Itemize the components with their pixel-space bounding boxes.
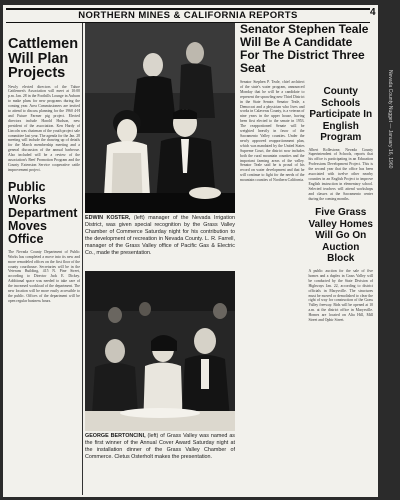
newspaper-page bbox=[3, 5, 378, 497]
cattlemen-headline: Cattlemen Will Plan Projects bbox=[8, 36, 79, 81]
caption-bottom-text: (left) of Grass Valley was named as the first winner of the Annual Cover Award Saturday night at the installation dinner of the Grass Valley Chamber of Commerce. Cletus Osterholt makes the presentation. bbox=[85, 433, 235, 460]
left-column bbox=[8, 23, 80, 497]
right-columns bbox=[240, 23, 373, 497]
senator-teale-body: Senator Stephen P. Teale, chief architect of the state's water program, announced Monday that he will be a candidate to represent the sprawling new Third District in the State Senate. Senator Teale, a Democrat and a physician who lives and works in Calaveras County, is a veteran of nine years in the upper house, having been first elected to the senate in 1953. The reapportioned Senate will be weighted heavily in favor of the Sacramento Valley counties. Under the newly approved reapportionment plan, which was mandated by the United States Supreme Court, the district now includes both the rural mountain counties and the important farming areas of the valley. Senator Teale said he is proud of his record on water development and that he will continue to fight for the needs of the mountain counties of Northern California. bbox=[240, 80, 305, 183]
five-homes-headline: Five Grass Valley Homes Will Go On Auction Block bbox=[308, 207, 373, 265]
public-works-headline: Public Works Department Moves Office bbox=[8, 179, 78, 246]
five-homes-body: A public auction for the sale of five homes and a duplex in Grass Valley will be conducted by the State Division of Highways Jan. 22, according to district officials in Marysville. The structures must be moved or demolished to clear the right of way for construction of the Grass Valley freeway. Bids will be opened at 10 a.m. at the district office in Marysville. Homes are located on Alta Hill, Mill Street and Ophir Street. bbox=[308, 268, 373, 323]
photo-bertoncini-osterholt bbox=[85, 271, 235, 431]
spine-text: Nevada County Nugget — January 16, 1960 bbox=[387, 70, 393, 169]
photo-top-caption bbox=[85, 215, 235, 270]
section-banner: NORTHERN MINES & CALIFORNIA REPORTS bbox=[6, 8, 370, 23]
public-works-article-body: The Nevada County Department of Public Works has completed a move into its new and more remodeled offices on the first floor of the county courthouse. Secretaries will be in the Veterans Building, 415 N. Pine Street, according to Director Jack E. Dickey. Additional space was needed to take care of the increased workload of the department. The new location will be more easily accessible to the public. Offices of the department will be open regular business hours. bbox=[8, 249, 80, 303]
spine-strip bbox=[382, 70, 396, 370]
cattlemen-article-body: Newly elected directors of the Tahoe Cattlemen's Association will meet at 10:00 p.m. Jan. 28 in the Foothills Lounge in Auburn to make plans for new programs during the coming year. Area Commissioners are invited to attend to discuss planning for the 1960 4-H and Future Farmer pig project. Elected directors include Harold Hudson, new president of the association. Ken Hardy of Lincoln was chairman of the youth project sale committee last year. The agenda for the Jan. 28 meeting will include the drawing up of details for the March membership meeting and a general discussion of the annual barbecue. Also included will be a review of the association's Beef Promotion Program and the County Extension Service cooperative cattle improvement project. bbox=[8, 84, 80, 172]
caption-top-name: EDWIN KOSTER, bbox=[85, 215, 131, 221]
senator-teale-headline: Senator Stephen Teale Will Be A Candidate For The District Three Seat bbox=[240, 23, 369, 75]
right-text-columns bbox=[240, 80, 373, 323]
page-number: 4 bbox=[370, 7, 376, 18]
column-divider bbox=[82, 23, 83, 495]
photo-bottom-caption bbox=[85, 433, 235, 493]
right-column-b bbox=[309, 80, 374, 323]
caption-top-text: (left) manager of the Nevada Irrigation District, was given special recognition by the Grass Valley Chamber of Commerce Saturday night for his contribution to the development of recreation in Nevada County. L. R. Farrell, manager of the Grass Valley office of Pacific Gas & Electric Co., made the presentation. bbox=[85, 215, 235, 256]
right-column-a bbox=[240, 80, 305, 323]
photo-koster-farrell bbox=[85, 23, 235, 213]
county-schools-body: Albert Rollestone, Nevada County Superintendent of Schools, reports that his office is participating in an Education Professions Development Project. This is the second year that the office has been associated with twelve other nearby counties in an English Project to improve English instruction in elementary school. Selected teachers will attend workshops and classes at the Sacramento center during the coming months. bbox=[308, 147, 373, 201]
caption-bottom-name: GEORGE BERTONCINI, bbox=[85, 433, 146, 439]
county-schools-headline: County Schools Participate In English Program bbox=[309, 86, 373, 143]
